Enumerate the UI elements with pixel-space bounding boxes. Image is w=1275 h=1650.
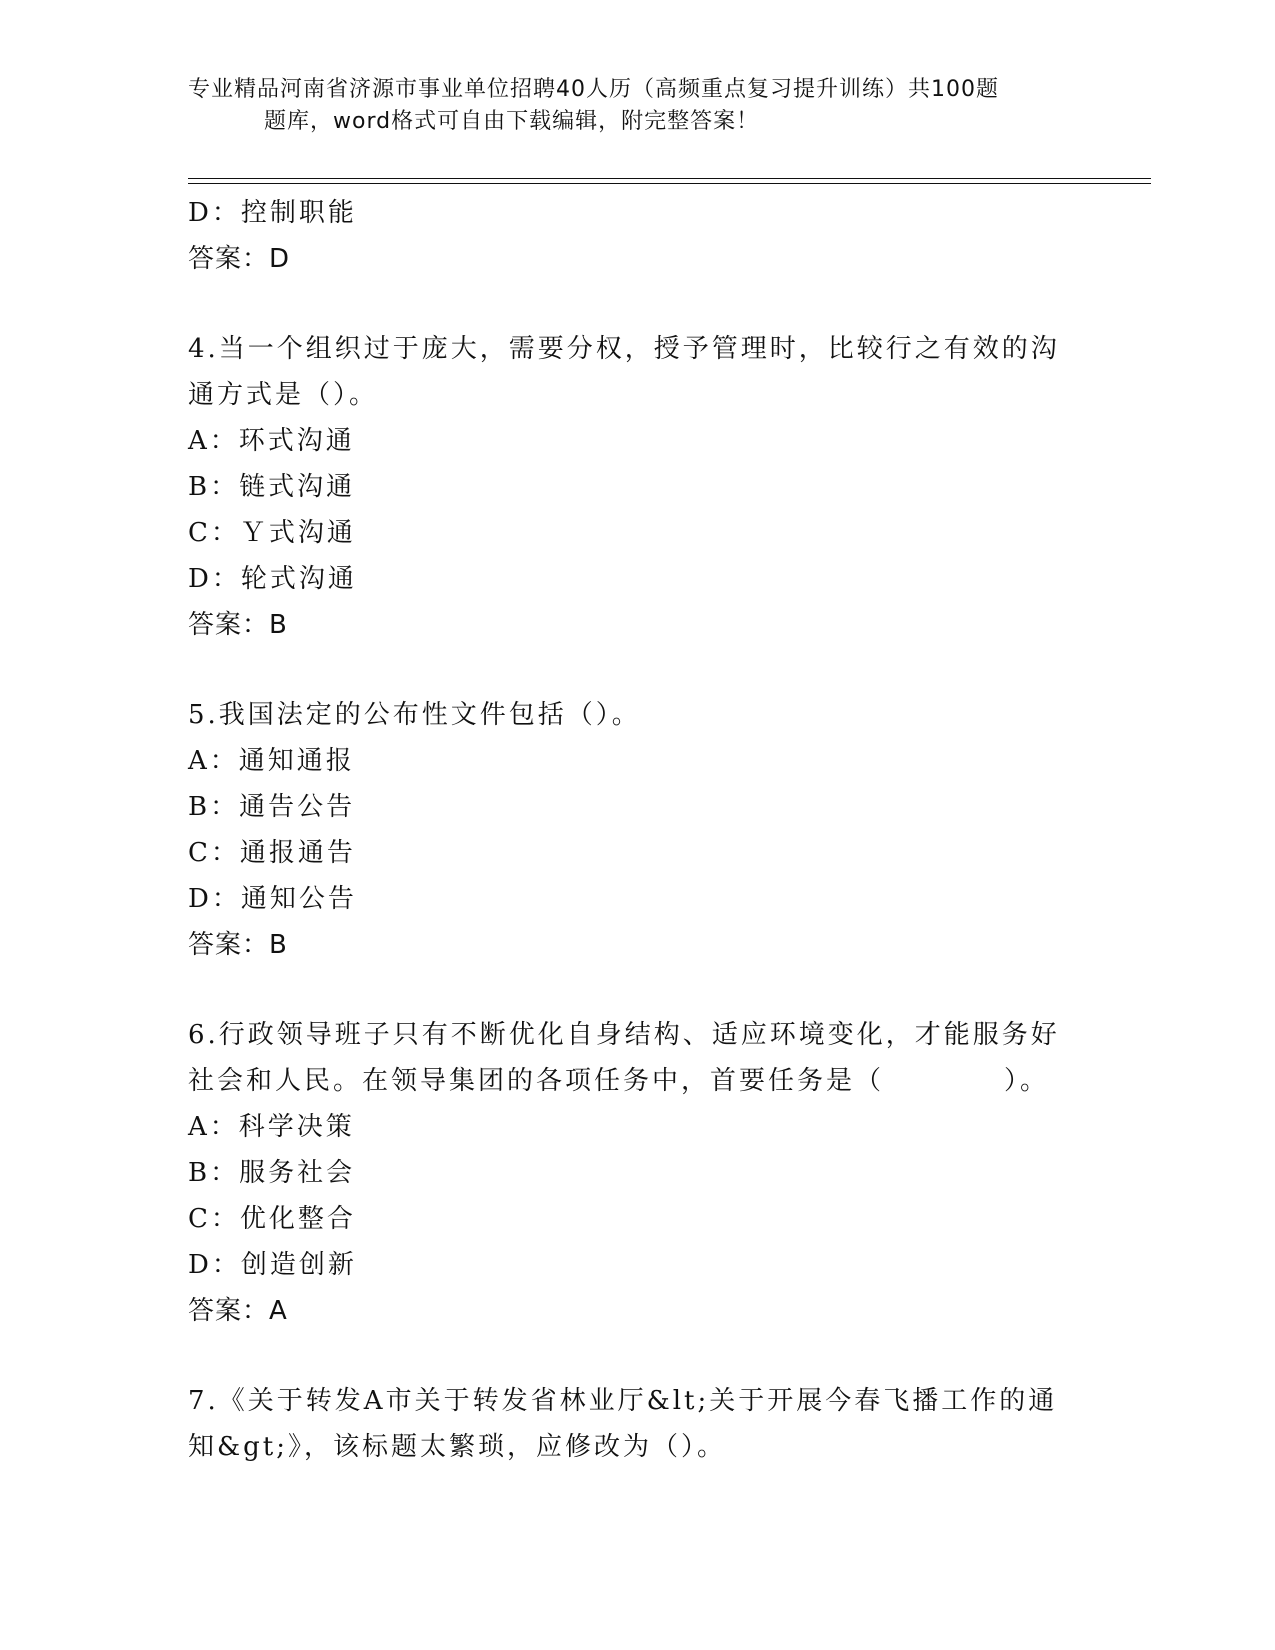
answer-line: 答案：A bbox=[188, 1296, 288, 1326]
spacer bbox=[188, 282, 1088, 326]
question-7 bbox=[188, 1378, 1088, 1470]
option-c: C：优化整合 bbox=[188, 1204, 356, 1234]
header-title-line-1: 专业精品河南省济源市事业单位招聘40人历（高频重点复习提升训练）共100题 bbox=[188, 77, 999, 102]
question-text-line-2: 知&gt;》，该标题太繁琐，应修改为（）。 bbox=[188, 1432, 726, 1462]
option-c: C：Ｙ式沟通 bbox=[188, 518, 356, 548]
answer-line: 答案：D bbox=[188, 244, 291, 274]
question-text-line-2: 通方式是（）。 bbox=[188, 380, 379, 410]
question-3-tail bbox=[188, 190, 1088, 282]
option-a: A：环式沟通 bbox=[188, 426, 355, 456]
question-text-line-1: 4.当一个组织过于庞大，需要分权，授予管理时，比较行之有效的沟 bbox=[188, 334, 1060, 364]
option-d: D：通知公告 bbox=[188, 884, 357, 914]
question-5 bbox=[188, 692, 1088, 968]
option-d: D：控制职能 bbox=[188, 198, 357, 228]
option-b: B：链式沟通 bbox=[188, 472, 356, 502]
spacer bbox=[188, 648, 1088, 692]
spacer bbox=[188, 968, 1088, 1012]
question-text-end: ）。 bbox=[1004, 1066, 1050, 1096]
option-a: A：通知通报 bbox=[188, 746, 355, 776]
question-text-line-1: 7.《关于转发A市关于转发省林业厅&lt;关于开展今春飞播工作的通 bbox=[188, 1386, 1058, 1416]
question-list bbox=[188, 190, 1088, 1470]
answer-line: 答案：B bbox=[188, 930, 288, 960]
option-d: D：轮式沟通 bbox=[188, 564, 357, 594]
spacer bbox=[188, 1334, 1088, 1378]
question-text-line-1: 6.行政领导班子只有不断优化自身结构、适应环境变化，才能服务好 bbox=[188, 1020, 1060, 1050]
option-b: B：服务社会 bbox=[188, 1158, 356, 1188]
question-text-start: 社会和人民。在领导集团的各项任务中，首要任务是（ bbox=[188, 1066, 885, 1096]
option-d: D：创造创新 bbox=[188, 1250, 357, 1280]
header-divider-top bbox=[188, 178, 1151, 179]
option-b: B：通告公告 bbox=[188, 792, 356, 822]
header-title-line-2: 题库，word格式可自由下载编辑，附完整答案！ bbox=[264, 109, 760, 134]
document-header bbox=[188, 74, 1088, 138]
question-text-line-1: 5.我国法定的公布性文件包括（）。 bbox=[188, 700, 641, 730]
question-text-line-2 bbox=[188, 1058, 1088, 1104]
answer-line: 答案：B bbox=[188, 610, 288, 640]
question-6 bbox=[188, 1012, 1088, 1334]
option-c: C：通报通告 bbox=[188, 838, 356, 868]
header-divider-bottom bbox=[188, 183, 1151, 184]
question-4 bbox=[188, 326, 1088, 648]
option-a: A：科学决策 bbox=[188, 1112, 355, 1142]
